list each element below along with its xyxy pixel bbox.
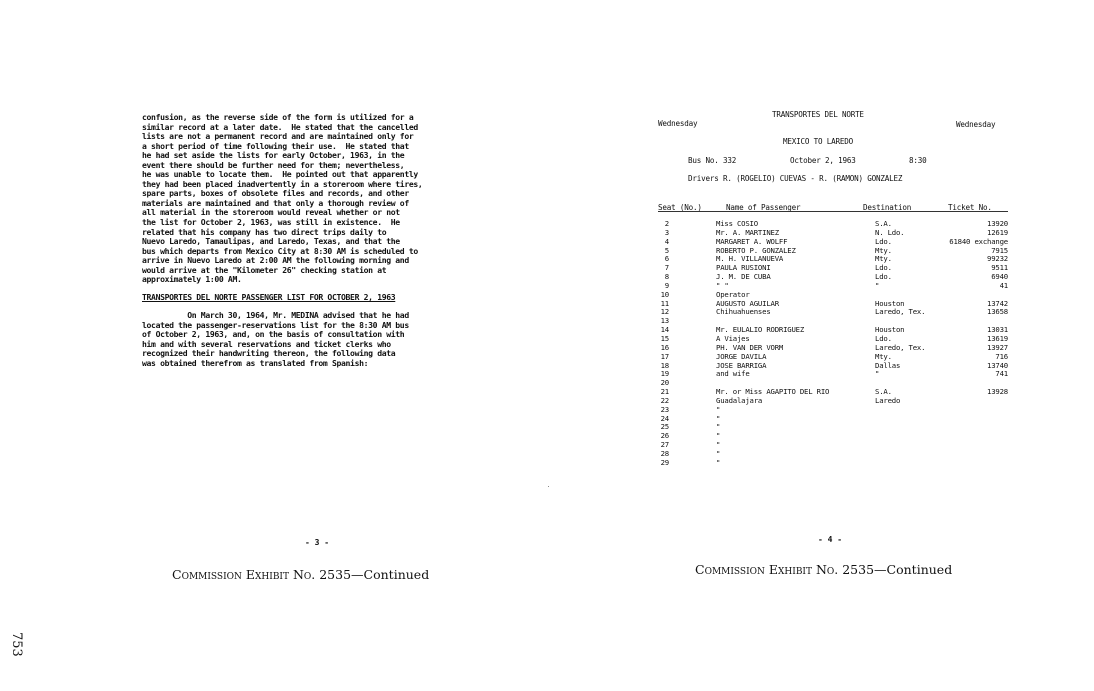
table-row [656, 353, 1010, 362]
table-row [656, 282, 1010, 291]
col-name: Name of Passenger [726, 203, 801, 212]
text-line: related that his company has two direct trips daily to [142, 226, 387, 237]
seat-number: 12 [660, 307, 669, 317]
ticket-number: 13619 [987, 333, 1008, 343]
col-seat: Seat (No.) [658, 203, 702, 212]
table-row [656, 220, 1010, 229]
table-row [656, 362, 1010, 371]
ticket-number: 6940 [991, 272, 1008, 282]
passenger-name: " [716, 440, 721, 450]
passenger-name: Mr. EULALIO RODRIGUEZ [716, 325, 805, 335]
table-row [656, 335, 1010, 344]
table-row [656, 317, 1010, 326]
seat-number: 21 [660, 387, 669, 397]
text-line: he had set aside the lists for early October, 1963, in the [142, 150, 405, 161]
destination: Houston [875, 298, 905, 308]
seat-number: 13 [660, 316, 669, 326]
text-line: lists are not a permanent record and are maintained only for [142, 131, 414, 142]
seat-number: 15 [660, 333, 669, 343]
destination: Dallas [875, 360, 901, 370]
text-line: bus which departs from Mexico City at 8:30 AM is scheduled to [142, 245, 418, 256]
text-line: all material in the storeroom would reveal whether or not [142, 207, 400, 218]
passenger-name: MARGARET A. WOLFF [716, 236, 788, 246]
passenger-name: M. H. VILLANUEVA [716, 254, 784, 264]
table-row [656, 344, 1010, 353]
passenger-name: " [716, 457, 721, 467]
passenger-name: Guadalajara [716, 395, 763, 405]
seat-number: 9 [664, 280, 669, 290]
seat-number: 27 [660, 440, 669, 450]
passenger-name: Chihuahuenses [716, 307, 771, 317]
destination: N. Ldo. [875, 227, 905, 237]
paragraph-1 [142, 113, 492, 285]
table-row [656, 397, 1010, 406]
destination: Ldo. [875, 236, 892, 246]
seat-number: 8 [664, 272, 669, 282]
destination: S.A. [875, 219, 892, 228]
left-footer [172, 567, 429, 582]
table-row [656, 459, 1010, 468]
passenger-name: " [716, 422, 721, 432]
seat-number: 5 [664, 245, 669, 255]
passenger-name: PH. VAN DER VORM [716, 342, 784, 352]
footer-suffix: —Continued [874, 562, 953, 577]
text-line: materials are maintained and that only a thorough review of [142, 197, 409, 208]
seat-number: 25 [660, 422, 669, 432]
passenger-name: ROBERTO P. GONZALEZ [716, 245, 796, 255]
text-line: confusion, as the reverse side of the form is utilized for a [142, 112, 414, 122]
section-heading: TRANSPORTES DEL NORTE PASSENGER LIST FOR OCTOBER 2, 1963 [142, 292, 396, 302]
table-row [656, 255, 1010, 264]
page-number-3: - 3 - [305, 538, 330, 547]
destination: Houston [875, 325, 905, 335]
seat-number: 2 [664, 219, 669, 228]
passenger-name: " [716, 448, 721, 458]
text-line: similar record at a later date. He stated that the cancelled [142, 121, 418, 132]
destination: Laredo [875, 395, 901, 405]
day-right: Wednesday [956, 120, 996, 129]
ticket-number: 9511 [991, 263, 1008, 273]
seat-number: 10 [660, 289, 669, 299]
passenger-name: " [716, 431, 721, 441]
ticket-number: 12619 [987, 227, 1008, 237]
footer-suffix: —Continued [351, 567, 430, 582]
destination: Mty. [875, 245, 892, 255]
table-row [656, 326, 1010, 335]
ticket-number: 61840 exchange [949, 236, 1008, 246]
ticket-number: 13031 [987, 325, 1008, 335]
seat-number: 3 [664, 227, 669, 237]
paragraph-2 [142, 311, 492, 368]
right-page [550, 0, 1094, 691]
passenger-name: AUGUSTO AGUILAR [716, 298, 779, 308]
seat-number: 23 [660, 404, 669, 414]
text-line: would arrive at the "Kilometer 26" checking station at [142, 264, 387, 275]
departure-time: 8:30 [909, 156, 927, 165]
passenger-name: JOSE BARRIGA [716, 360, 767, 370]
passenger-name: and wife [716, 369, 750, 379]
ticket-number: 99232 [987, 254, 1008, 264]
passenger-name: A Viajes [716, 333, 750, 343]
destination: Laredo, Tex. [875, 342, 926, 352]
table-row [656, 432, 1010, 441]
passenger-name: Mr. or Miss AGAPITO DEL RIO [716, 387, 830, 397]
ticket-number: 13927 [987, 342, 1008, 352]
text-line: recognized their handwriting thereon, the following data [142, 348, 396, 359]
table-row [656, 247, 1010, 256]
ticket-number: 13928 [987, 387, 1008, 397]
destination: " [875, 280, 880, 290]
passenger-name: Mr. A. MARTINEZ [716, 227, 779, 237]
destination: Laredo, Tex. [875, 307, 926, 317]
day-left: Wednesday [658, 119, 698, 128]
table-row [656, 423, 1010, 432]
text-line: spare parts, boxes of obsolete files and records, and other [142, 188, 409, 199]
scan-speck [548, 486, 549, 487]
drivers: Drivers R. (ROGELIO) CUEVAS - R. (RAMON) GONZALEZ [688, 174, 903, 183]
seat-number: 22 [660, 395, 669, 405]
passenger-name: " [716, 413, 721, 423]
ticket-number: 41 [999, 280, 1008, 290]
page-number-4: - 4 - [818, 535, 843, 544]
text-line: a short period of time following their use. He stated that [142, 140, 409, 151]
table-row [656, 415, 1010, 424]
text-line: they had been placed inadvertently in a storeroom where tires, [142, 178, 423, 189]
ticket-number: 7915 [991, 245, 1008, 255]
ticket-number: 13742 [987, 298, 1008, 308]
passenger-name: " [716, 404, 721, 414]
text-line: approximately 1:00 AM. [142, 274, 242, 285]
seat-number: 4 [664, 236, 669, 246]
seat-number: 7 [664, 263, 669, 273]
bus-number: Bus No. 332 [688, 156, 737, 165]
margin-page-number: 753 [9, 632, 24, 657]
right-footer [695, 562, 952, 577]
passenger-name: JORGE DAVILA [716, 351, 767, 361]
destination: " [875, 369, 880, 379]
passenger-name: PAULA RUSIONI [716, 263, 771, 273]
passenger-list [656, 220, 1010, 468]
seat-number: 19 [660, 369, 669, 379]
text-line: was obtained therefrom as translated from Spanish: [142, 357, 369, 368]
text-line: Nuevo Laredo, Tamaulipas, and Laredo, Texas, and that the [142, 236, 400, 247]
ticket-number: 13920 [987, 219, 1008, 228]
table-row [656, 300, 1010, 309]
seat-number: 18 [660, 360, 669, 370]
seat-number: 11 [660, 298, 669, 308]
table-row [656, 450, 1010, 459]
col-destination: Destination [863, 203, 912, 212]
footer-exhibit: Commission Exhibit No. 2535 [695, 562, 875, 577]
seat-number: 20 [660, 378, 669, 388]
destination: Ldo. [875, 333, 892, 343]
company-name: TRANSPORTES DEL NORTE [772, 110, 864, 119]
table-row [656, 273, 1010, 282]
table-row [656, 388, 1010, 397]
seat-number: 17 [660, 351, 669, 361]
destination: Ldo. [875, 272, 892, 282]
seat-number: 14 [660, 325, 669, 335]
ticket-number: 13658 [987, 307, 1008, 317]
passenger-name: " " [716, 280, 729, 290]
destination: S.A. [875, 387, 892, 397]
destination: Ldo. [875, 263, 892, 273]
trip-date: October 2, 1963 [790, 156, 856, 165]
destination: Mty. [875, 351, 892, 361]
passenger-name: Miss COSIO [716, 219, 758, 228]
table-row [656, 308, 1010, 317]
text-line: him and with several reservations and ticket clerks who [142, 338, 391, 349]
text-line: he was unable to locate them. He pointed out that apparently [142, 169, 418, 180]
text-line: of October 2, 1963, and, on the basis of consultation with [142, 329, 405, 340]
seat-number: 26 [660, 431, 669, 441]
table-row [656, 291, 1010, 300]
passenger-name: J. M. DE CUBA [716, 272, 771, 282]
route: MEXICO TO LAREDO [783, 137, 853, 146]
text-line: arrive in Nuevo Laredo at 2:00 AM the following morning and [142, 255, 409, 266]
table-row [656, 441, 1010, 450]
seat-number: 28 [660, 448, 669, 458]
table-row [656, 379, 1010, 388]
ticket-number: 716 [995, 351, 1008, 361]
ticket-number: 13740 [987, 360, 1008, 370]
passenger-name: Operator [716, 289, 750, 299]
text-line: located the passenger-reservations list for the 8:30 AM bus [142, 319, 409, 330]
text-line: On March 30, 1964, Mr. MEDINA advised that he had [142, 310, 409, 320]
seat-number: 29 [660, 457, 669, 467]
seat-number: 24 [660, 413, 669, 423]
text-line: event there should be further need for them; nevertheless, [142, 159, 405, 170]
table-row [656, 264, 1010, 273]
ticket-number: 741 [995, 369, 1008, 379]
footer-exhibit: Commission Exhibit No. 2535 [172, 567, 352, 582]
header-rule [658, 211, 1008, 212]
seat-number: 6 [664, 254, 669, 264]
table-row [656, 370, 1010, 379]
destination: Mty. [875, 254, 892, 264]
table-row [656, 238, 1010, 247]
table-row [656, 406, 1010, 415]
col-ticket: Ticket No. [948, 203, 992, 212]
seat-number: 16 [660, 342, 669, 352]
text-line: the list for October 2, 1963, was still in existence. He [142, 217, 400, 228]
